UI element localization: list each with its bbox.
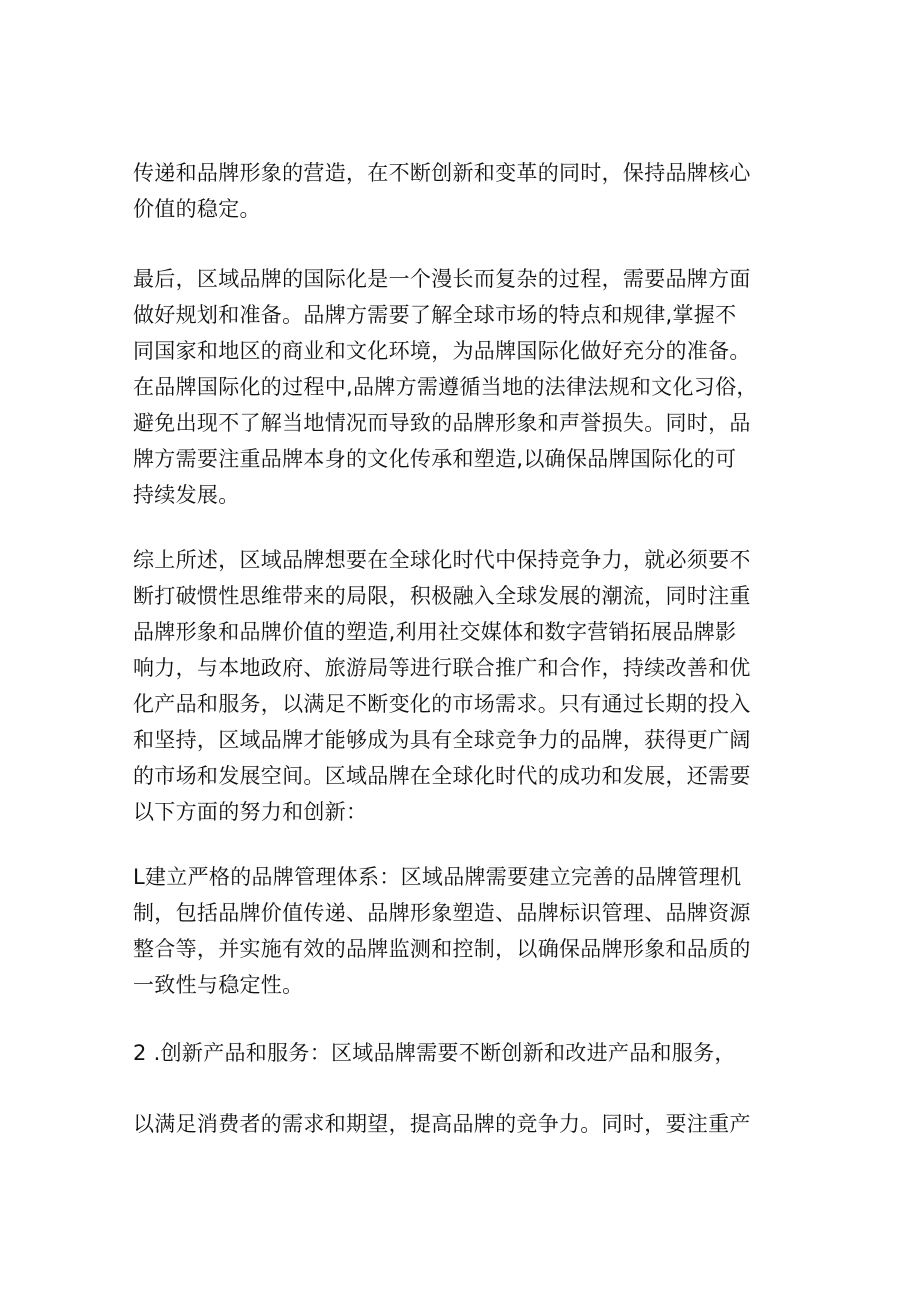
text-line: 断打破惯性思维带来的局限，积极融入全球发展的潮流，同时注重 (133, 584, 751, 608)
text-line: 以满足消费者的需求和期望，提高品牌的竞争力。同时，要注重产 (133, 1112, 751, 1136)
text-line: L建立严格的品牌管理体系：区域品牌需要建立完善的品牌管理机 (133, 865, 742, 889)
text-line: 响力，与本地政府、旅游局等进行联合推广和合作，持续改善和优 (133, 656, 751, 680)
text-line: 避免出现不了解当地情况而导致的品牌形象和声誉损失。同时，品 (133, 411, 751, 435)
paragraph-brand-core-value (133, 155, 805, 227)
text-line: 2 .创新产品和服务：区域品牌需要不断创新和改进产品和服务， (133, 1041, 736, 1065)
paragraph-item-2-innovation (133, 1035, 805, 1071)
text-line: 制，包括品牌价值传递、品牌形象塑造、品牌标识管理、品牌资源 (133, 901, 751, 925)
text-line: 同国家和地区的商业和文化环境，为品牌国际化做好充分的准备。 (133, 339, 751, 363)
paragraph-item-2-continued (133, 1106, 805, 1142)
text-line: 和坚持，区域品牌才能够成为具有全球竞争力的品牌，获得更广阔 (133, 728, 751, 752)
text-line: 牌方需要注重品牌本身的文化传承和塑造,以确保品牌国际化的可 (133, 447, 737, 471)
text-line: 价值的稳定。 (133, 197, 261, 221)
text-line: 持续发展。 (133, 483, 240, 507)
paragraph-internationalization (133, 261, 805, 513)
text-line: 品牌形象和品牌价值的塑造,利用社交媒体和数字营销拓展品牌影 (133, 620, 737, 644)
paragraph-summary (133, 542, 805, 830)
text-line: 以下方面的努力和创新： (133, 800, 368, 824)
text-line: 传递和品牌形象的营造，在不断创新和变革的同时，保持品牌核心 (133, 161, 751, 185)
text-line: 的市场和发展空间。区域品牌在全球化时代的成功和发展，还需要 (133, 764, 751, 788)
paragraph-item-1-brand-management (133, 859, 805, 1003)
text-line: 综上所述，区域品牌想要在全球化时代中保持竞争力，就必须要不 (133, 548, 751, 572)
text-line: 在品牌国际化的过程中,品牌方需遵循当地的法律法规和文化习俗， (133, 375, 758, 399)
text-line: 一致性与稳定性。 (133, 973, 304, 997)
text-line: 最后，区域品牌的国际化是一个漫长而复杂的过程，需要品牌方面 (133, 267, 751, 291)
text-line: 化产品和服务，以满足不断变化的市场需求。只有通过长期的投入 (133, 692, 751, 716)
text-line: 做好规划和准备。品牌方需要了解全球市场的特点和规律,掌握不 (133, 303, 737, 327)
text-line: 整合等，并实施有效的品牌监测和控制，以确保品牌形象和品质的 (133, 937, 751, 961)
